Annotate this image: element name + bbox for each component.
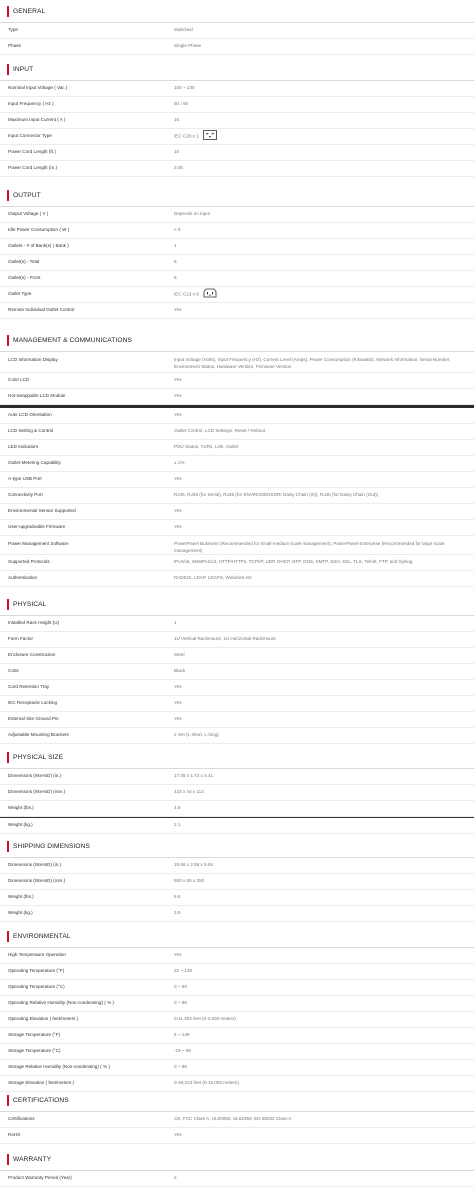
spec-value-cell [165,952,474,959]
spec-value-cell [165,412,474,419]
section-header [0,184,474,207]
spec-row [0,440,474,456]
spec-value: 19.68 x 2.56 x 9.84 [174,862,214,868]
section-title: PHYSICAL [13,600,47,608]
spec-row [0,239,474,255]
spec-row [0,145,474,161]
spec-row [0,223,474,239]
spec-value-cell [165,1132,474,1139]
spec-value: Yes [174,476,182,482]
spec-label: LCD Information Display [8,357,58,362]
spec-value-cell [165,492,474,499]
section-accent-bar [7,335,9,346]
spec-value-cell [165,716,474,723]
iec-c13-outlet-icon [203,288,217,301]
spec-row [0,1060,474,1076]
spec-label: LCD Setting & Control [8,428,54,434]
section-title: CERTIFICATIONS [13,1096,69,1104]
spec-label: Connectivity Port [8,492,43,498]
section-accent-bar [7,1095,9,1106]
spec-value: IEC C20 x 1 [174,133,199,139]
spec-row [0,858,474,874]
section-accent-bar [7,841,9,852]
spec-value: PowerPanel Business (Recommended for small-medium scale management), PowerPanel Enterprise (Recommended for large scale management) [174,541,445,553]
spec-value: 17.05 x 1.73 x 4.41 [174,773,214,779]
spec-value-cell [165,910,474,917]
spec-value-cell [165,1032,474,1039]
spec-label: Remote Individual Outlet Control [8,307,75,313]
section-title: SHIPPING DIMENSIONS [13,842,91,850]
spec-label: Weight (kg.) [8,822,33,828]
spec-value: 1 [174,243,177,249]
spec-row [0,389,474,405]
section-title: INPUT [13,65,34,73]
spec-section-certifications [0,1089,474,1144]
spec-row [0,980,474,996]
spec-value-cell [165,773,474,780]
spec-value: 1U Vertical Rackmount, 1U Horizontal Rackmount [174,636,276,642]
spec-value-cell [165,822,474,829]
spec-value-cell [165,894,474,901]
spec-value-cell [165,307,474,314]
spec-section-management-communications [0,329,474,587]
spec-value-cell [165,117,474,124]
spec-row [0,680,474,696]
spec-label: Auto LCD Orientation [8,412,52,418]
spec-label: Power Cord Length (ft.) [8,149,56,155]
spec-value: Outlet Control, LCD Settings, Reset / Reboot [174,428,266,434]
spec-value-cell [165,559,474,566]
spec-value: RADIUS, LDAP, LDAPS, Windows AD [174,575,252,581]
spec-label: Storage Elevation ( feet/meters ) [8,1080,75,1086]
section-header [0,925,474,948]
spec-label: Power Management Software [8,541,69,546]
spec-label: Supported Protocols [8,559,50,565]
spec-section-physical [0,593,474,744]
spec-value: Yes [174,524,182,530]
section-header [0,746,474,769]
spec-label: Enclosure Construction [8,652,56,658]
spec-value-cell [165,968,474,975]
spec-label: External Site Ground Pin [8,716,59,722]
spec-value-cell [165,460,474,467]
section-header [0,1148,474,1171]
spec-value-cell [165,101,474,108]
spec-value: Yes [174,1132,182,1138]
spec-value: 500 x 65 x 250 [174,878,205,884]
spec-value-cell [165,700,474,707]
spec-row [0,520,474,536]
spec-value: 8 [174,259,177,265]
spec-value-cell [165,1080,474,1087]
spec-label: Storage Temperature (°C) [8,1048,61,1054]
spec-row [0,616,474,632]
spec-value: 3.9 [174,910,181,916]
spec-row [0,996,474,1012]
spec-value-cell [165,668,474,675]
spec-value-cell [165,1116,474,1123]
spec-value: CE, FCC Class A, UL60950, UL62368, EN 55032 Class A [174,1116,292,1122]
spec-value: Yes [174,307,182,313]
spec-value: 433 x 44 x 112 [174,789,204,795]
spec-value: Yes [174,716,182,722]
spec-value-cell [165,524,474,531]
spec-value-cell [165,377,474,384]
spec-label: Color LCD [8,377,30,383]
spec-label: Dimensions (WxHxD) (in.) [8,773,62,779]
section-accent-bar [7,599,9,610]
spec-label: Outlet(s) - Front [8,275,41,281]
section-accent-bar [7,931,9,942]
spec-row [0,818,474,834]
spec-label: Cord Retention Tray [8,684,50,690]
spec-value: 32 ~ 140 [174,968,193,974]
spec-label: LED Indicators [8,444,39,450]
section-accent-bar [7,752,9,763]
spec-row [0,536,474,555]
spec-row [0,488,474,504]
spec-label: Maximum Input Current ( A ) [8,117,66,123]
spec-value: IPv4/v6, SNMPv1/v3, HTTP/HTTPs, TCP/IP, UDP, DHCP, NTP, DNS, SMTP, SSH, SSL, TLS, Telnet, FTP, and Syslog [174,559,413,565]
spec-row [0,255,474,271]
section-header [0,329,474,352]
spec-label: Hot-swappable LCD Module [8,393,66,399]
spec-value: Yes [174,393,182,399]
spec-value-cell [165,165,474,172]
spec-label: RoHS [8,1132,21,1138]
spec-row [0,555,474,571]
spec-row [0,424,474,440]
spec-value-cell [165,357,474,370]
spec-row [0,948,474,964]
section-title: MANAGEMENT & COMMUNICATIONS [13,336,132,344]
section-header [0,1089,474,1112]
spec-section-shipping-dimensions [0,835,474,922]
spec-label: User-upgradeable Firmware [8,524,66,530]
spec-value-cell [165,211,474,218]
spec-section-output [0,184,474,319]
spec-value-cell [165,393,474,400]
spec-value-cell [165,1175,474,1182]
spec-row [0,648,474,664]
spec-label: Input Frequency ( Hz ) [8,101,54,107]
spec-row [0,1128,474,1144]
spec-row [0,113,474,129]
spec-value: Input Voltage (Volts), Input Frequency (Hz), Current Level (Amps), Power Consumption (Kilowatts), Network Information, Serial Number, Environment Status, Hardware Version, Firmware Version [174,357,451,369]
spec-value-cell [165,1000,474,1007]
spec-label: Outlet(s) - Total [8,259,40,265]
spec-value-cell [165,652,474,659]
spec-row [0,906,474,922]
section-accent-bar [7,64,9,75]
spec-label: Form Factor [8,636,34,642]
spec-value-cell [165,259,474,266]
spec-value: 2.1 [174,822,181,828]
spec-value: 5 ~ 149 [174,1032,190,1038]
spec-value: 0-49,213 feet (0-15,000 meters) [174,1080,239,1086]
spec-row [0,456,474,472]
spec-value-cell [165,984,474,991]
spec-label: Power Cord Length (m.) [8,165,58,171]
spec-row [0,472,474,488]
section-header [0,593,474,616]
spec-value: Yes [174,508,182,514]
spec-row [0,504,474,520]
spec-row [0,696,474,712]
spec-value: Yes [174,412,182,418]
spec-value: RJ45, RJ45 (for Serial), RJ45 (for ENVIROSENSOR/ Daisy Chain (In)), RJ45 (for Daisy Chain (Out)) [174,492,379,498]
spec-row [0,303,474,319]
spec-label: Input Connector Type [8,133,52,139]
spec-value: 16 [174,117,180,123]
spec-value-cell [165,227,474,234]
spec-label: Storage Relative Humidity (Non-condensing) ( % ) [8,1064,110,1070]
spec-label: Nominal Input Voltage ( Vac ) [8,85,68,91]
spec-row [0,23,474,39]
spec-value-cell [165,789,474,796]
spec-value: 0 ~ 95 [174,1000,187,1006]
spec-row [0,271,474,287]
spec-value: 4.6 [174,805,181,811]
spec-value: IEC C13 x 8 [174,291,199,297]
section-title: OUTPUT [13,191,41,199]
spec-value: 8 [174,275,177,281]
section-title: ENVIRONMENTAL [13,932,71,940]
spec-row [0,287,474,303]
spec-value-cell [165,575,474,582]
spec-row [0,874,474,890]
spec-value-cell [165,149,474,156]
spec-label: Weight (lbs.) [8,894,34,900]
section-accent-bar [7,1154,9,1165]
spec-value-cell [165,636,474,643]
spec-value-cell [165,85,474,92]
section-accent-bar [7,6,9,17]
spec-label: Authentication [8,575,38,581]
spec-value: Black [174,668,186,674]
spec-value: 50 / 60 [174,101,189,107]
spec-value-cell [165,243,474,250]
spec-row [0,801,474,817]
spec-value-cell [165,1064,474,1071]
spec-label: Output Voltage ( V ) [8,211,49,217]
spec-value: < 5 [174,227,181,233]
spec-value: Steel [174,652,185,658]
spec-label: Operating Temperature (°C) [8,984,65,990]
spec-value-cell [165,43,474,50]
spec-label: Operating Temperature (°F) [8,968,65,974]
spec-value: Switched [174,27,193,33]
spec-row [0,1028,474,1044]
spec-value: 0 ~ 60 [174,984,187,990]
section-title: GENERAL [13,7,46,15]
spec-label: Dimensions (WxHxD) (mm.) [8,878,66,884]
spec-value-cell [165,275,474,282]
section-header [0,0,474,23]
spec-row [0,161,474,177]
spec-value-cell [165,288,474,301]
spec-label: Phase [8,43,22,49]
spec-label: Dimensions (WxHxD) (mm.) [8,789,66,795]
spec-value: 2 [174,1175,177,1181]
spec-row [0,785,474,801]
spec-value: 10 [174,149,180,155]
spec-label: IEC Receptacle Locking [8,700,58,706]
spec-label: Operating Elevation ( feet/meters ) [8,1016,79,1022]
spec-label: Color [8,668,19,674]
spec-label: Environmental Sensor Supported [8,508,76,514]
spec-value: 8.6 [174,894,181,900]
spec-label: Certifications [8,1116,35,1122]
spec-label: Product Warranty Period (Year) [8,1175,72,1181]
spec-value-cell [165,541,474,554]
spec-label: Dimensions (WxHxD) (in.) [8,862,62,868]
spec-section-general [0,0,474,55]
iec-c20-plug-icon [203,130,217,143]
spec-row [0,1012,474,1028]
spec-label: Operating Relative Humidity (Non-condensing) ( % ) [8,1000,114,1006]
section-accent-bar [7,190,9,201]
spec-row [0,1112,474,1128]
spec-value-cell [165,878,474,885]
spec-row [0,728,474,744]
spec-label: High Temperature Operation [8,952,66,958]
spec-value-cell [165,805,474,812]
spec-value: 100 ~ 240 [174,85,195,91]
spec-value-cell [165,476,474,483]
spec-row [0,81,474,97]
spec-row [0,39,474,55]
spec-row [0,207,474,223]
spec-label: Adjustable Mounting Brackets [8,732,69,738]
spec-value-cell [165,130,474,143]
spec-value: Depends on input [174,211,211,217]
spec-row [0,712,474,728]
spec-label: Outlets - # of Bank(s) ( Bank ) [8,243,69,249]
spec-value: Yes [174,952,182,958]
spec-section-physical-size [0,746,474,834]
spec-label: Weight (kg.) [8,910,33,916]
spec-value: 2 Set (L-short, L-long) [174,732,219,738]
spec-value-cell [165,1016,474,1023]
spec-row [0,664,474,680]
spec-section-warranty [0,1148,474,1187]
spec-label: A-type USB Port [8,476,42,482]
spec-value-cell [165,684,474,691]
spec-row [0,632,474,648]
spec-row [0,964,474,980]
spec-section-input [0,58,474,177]
spec-row [0,129,474,145]
spec-value: -15 ~ 65 [174,1048,191,1054]
spec-row [0,373,474,389]
spec-value: 3.05 [174,165,183,171]
spec-label: Storage Temperature (°F) [8,1032,61,1038]
spec-value: Yes [174,377,182,383]
spec-value-cell [165,1048,474,1055]
spec-row [0,890,474,906]
spec-value: 0-11,483 feet (0-3,500 meters) [174,1016,236,1022]
section-title: PHYSICAL SIZE [13,753,64,761]
spec-value-cell [165,27,474,34]
spec-label: Outlet Metering Capability [8,460,61,466]
spec-row [0,1044,474,1060]
spec-value: Yes [174,700,182,706]
section-header [0,835,474,858]
spec-value: 1 [174,620,177,626]
spec-value-cell [165,732,474,739]
spec-label: Weight (lbs.) [8,805,34,811]
spec-value: 0 ~ 95 [174,1064,187,1070]
spec-value-cell [165,444,474,451]
spec-row [0,352,474,373]
spec-value: ± 1% [174,460,185,466]
spec-row [0,408,474,424]
spec-section-environmental [0,925,474,1092]
spec-row [0,97,474,113]
spec-value-cell [165,620,474,627]
spec-label: Idle Power Consumption ( W ) [8,227,70,233]
spec-value: Single Phase [174,43,202,49]
spec-value: PDU Status, Tx/Rx, Link, Outlet [174,444,239,450]
spec-label: Outlet Type [8,291,32,297]
spec-value: Yes [174,684,182,690]
spec-value-cell [165,428,474,435]
spec-label: Type [8,27,18,33]
spec-row [0,571,474,587]
spec-value-cell [165,508,474,515]
section-title: WARRANTY [13,1155,52,1163]
spec-row [0,769,474,785]
section-header [0,58,474,81]
spec-value-cell [165,862,474,869]
spec-label: Installed Rack Height (U) [8,620,60,626]
